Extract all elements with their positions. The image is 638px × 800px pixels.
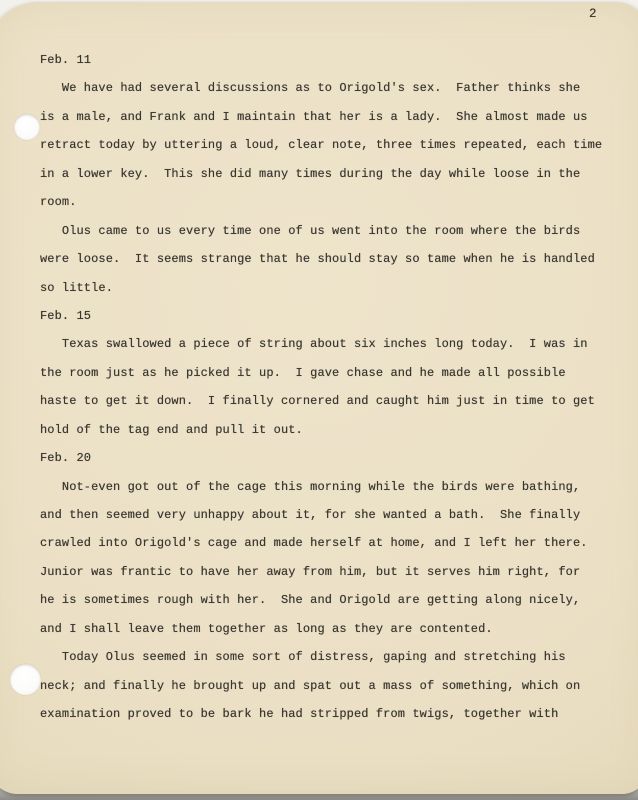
text-line: Junior was frantic to have her away from him, but it serves him right, for bbox=[40, 564, 581, 579]
typewritten-text-block bbox=[40, 46, 612, 729]
text-line: hold of the tag end and pull it out. bbox=[40, 422, 303, 437]
text-line: so little. bbox=[40, 280, 114, 295]
text-line: he is sometimes rough with her. She and Origold are getting along nicely, bbox=[40, 593, 581, 608]
text-line: room. bbox=[40, 195, 77, 210]
text-line: crawled into Origold's cage and made herself at home, and I left her there. bbox=[40, 536, 588, 551]
text-line: in a lower key. This she did many times during the day while loose in the bbox=[40, 166, 581, 181]
page-number: 2 bbox=[589, 7, 597, 21]
text-line: Feb. 11 bbox=[40, 53, 92, 67]
document-page bbox=[0, 2, 638, 794]
text-line: neck; and finally he brought up and spat out a mass of something, which on bbox=[40, 678, 581, 693]
text-line: examination proved to be bark he had stripped from twigs, together with bbox=[40, 707, 559, 722]
text-line: Feb. 15 bbox=[40, 308, 92, 323]
text-line: the room just as he picked it up. I gave chase and he made all possible bbox=[40, 365, 566, 380]
text-line: Texas swallowed a piece of string about six inches long today. I was in bbox=[40, 337, 588, 352]
hole-punch-bottom bbox=[10, 664, 41, 695]
text-line: Not-even got out of the cage this morning while the birds were bathing, bbox=[40, 479, 581, 494]
text-line: Feb. 20 bbox=[40, 451, 92, 466]
text-line: retract today by uttering a loud, clear note, three times repeated, each time bbox=[40, 138, 603, 153]
text-line: were loose. It seems strange that he should stay so tame when he is handled bbox=[40, 252, 595, 267]
text-line: and I shall leave them together as long as they are contented. bbox=[40, 621, 493, 636]
hole-punch-top bbox=[14, 114, 40, 140]
text-line: Olus came to us every time one of us went into the room where the birds bbox=[40, 223, 581, 238]
text-line: is a male, and Frank and I maintain that her is a lady. She almost made us bbox=[40, 109, 588, 124]
text-line: Today Olus seemed in some sort of distress, gaping and stretching his bbox=[40, 650, 566, 665]
text-line: We have had several discussions as to Origold's sex. Father thinks she bbox=[40, 81, 581, 96]
text-line: and then seemed very unhappy about it, for she wanted a bath. She finally bbox=[40, 508, 581, 522]
text-line: haste to get it down. I finally cornered and caught him just in time to get bbox=[40, 394, 595, 409]
